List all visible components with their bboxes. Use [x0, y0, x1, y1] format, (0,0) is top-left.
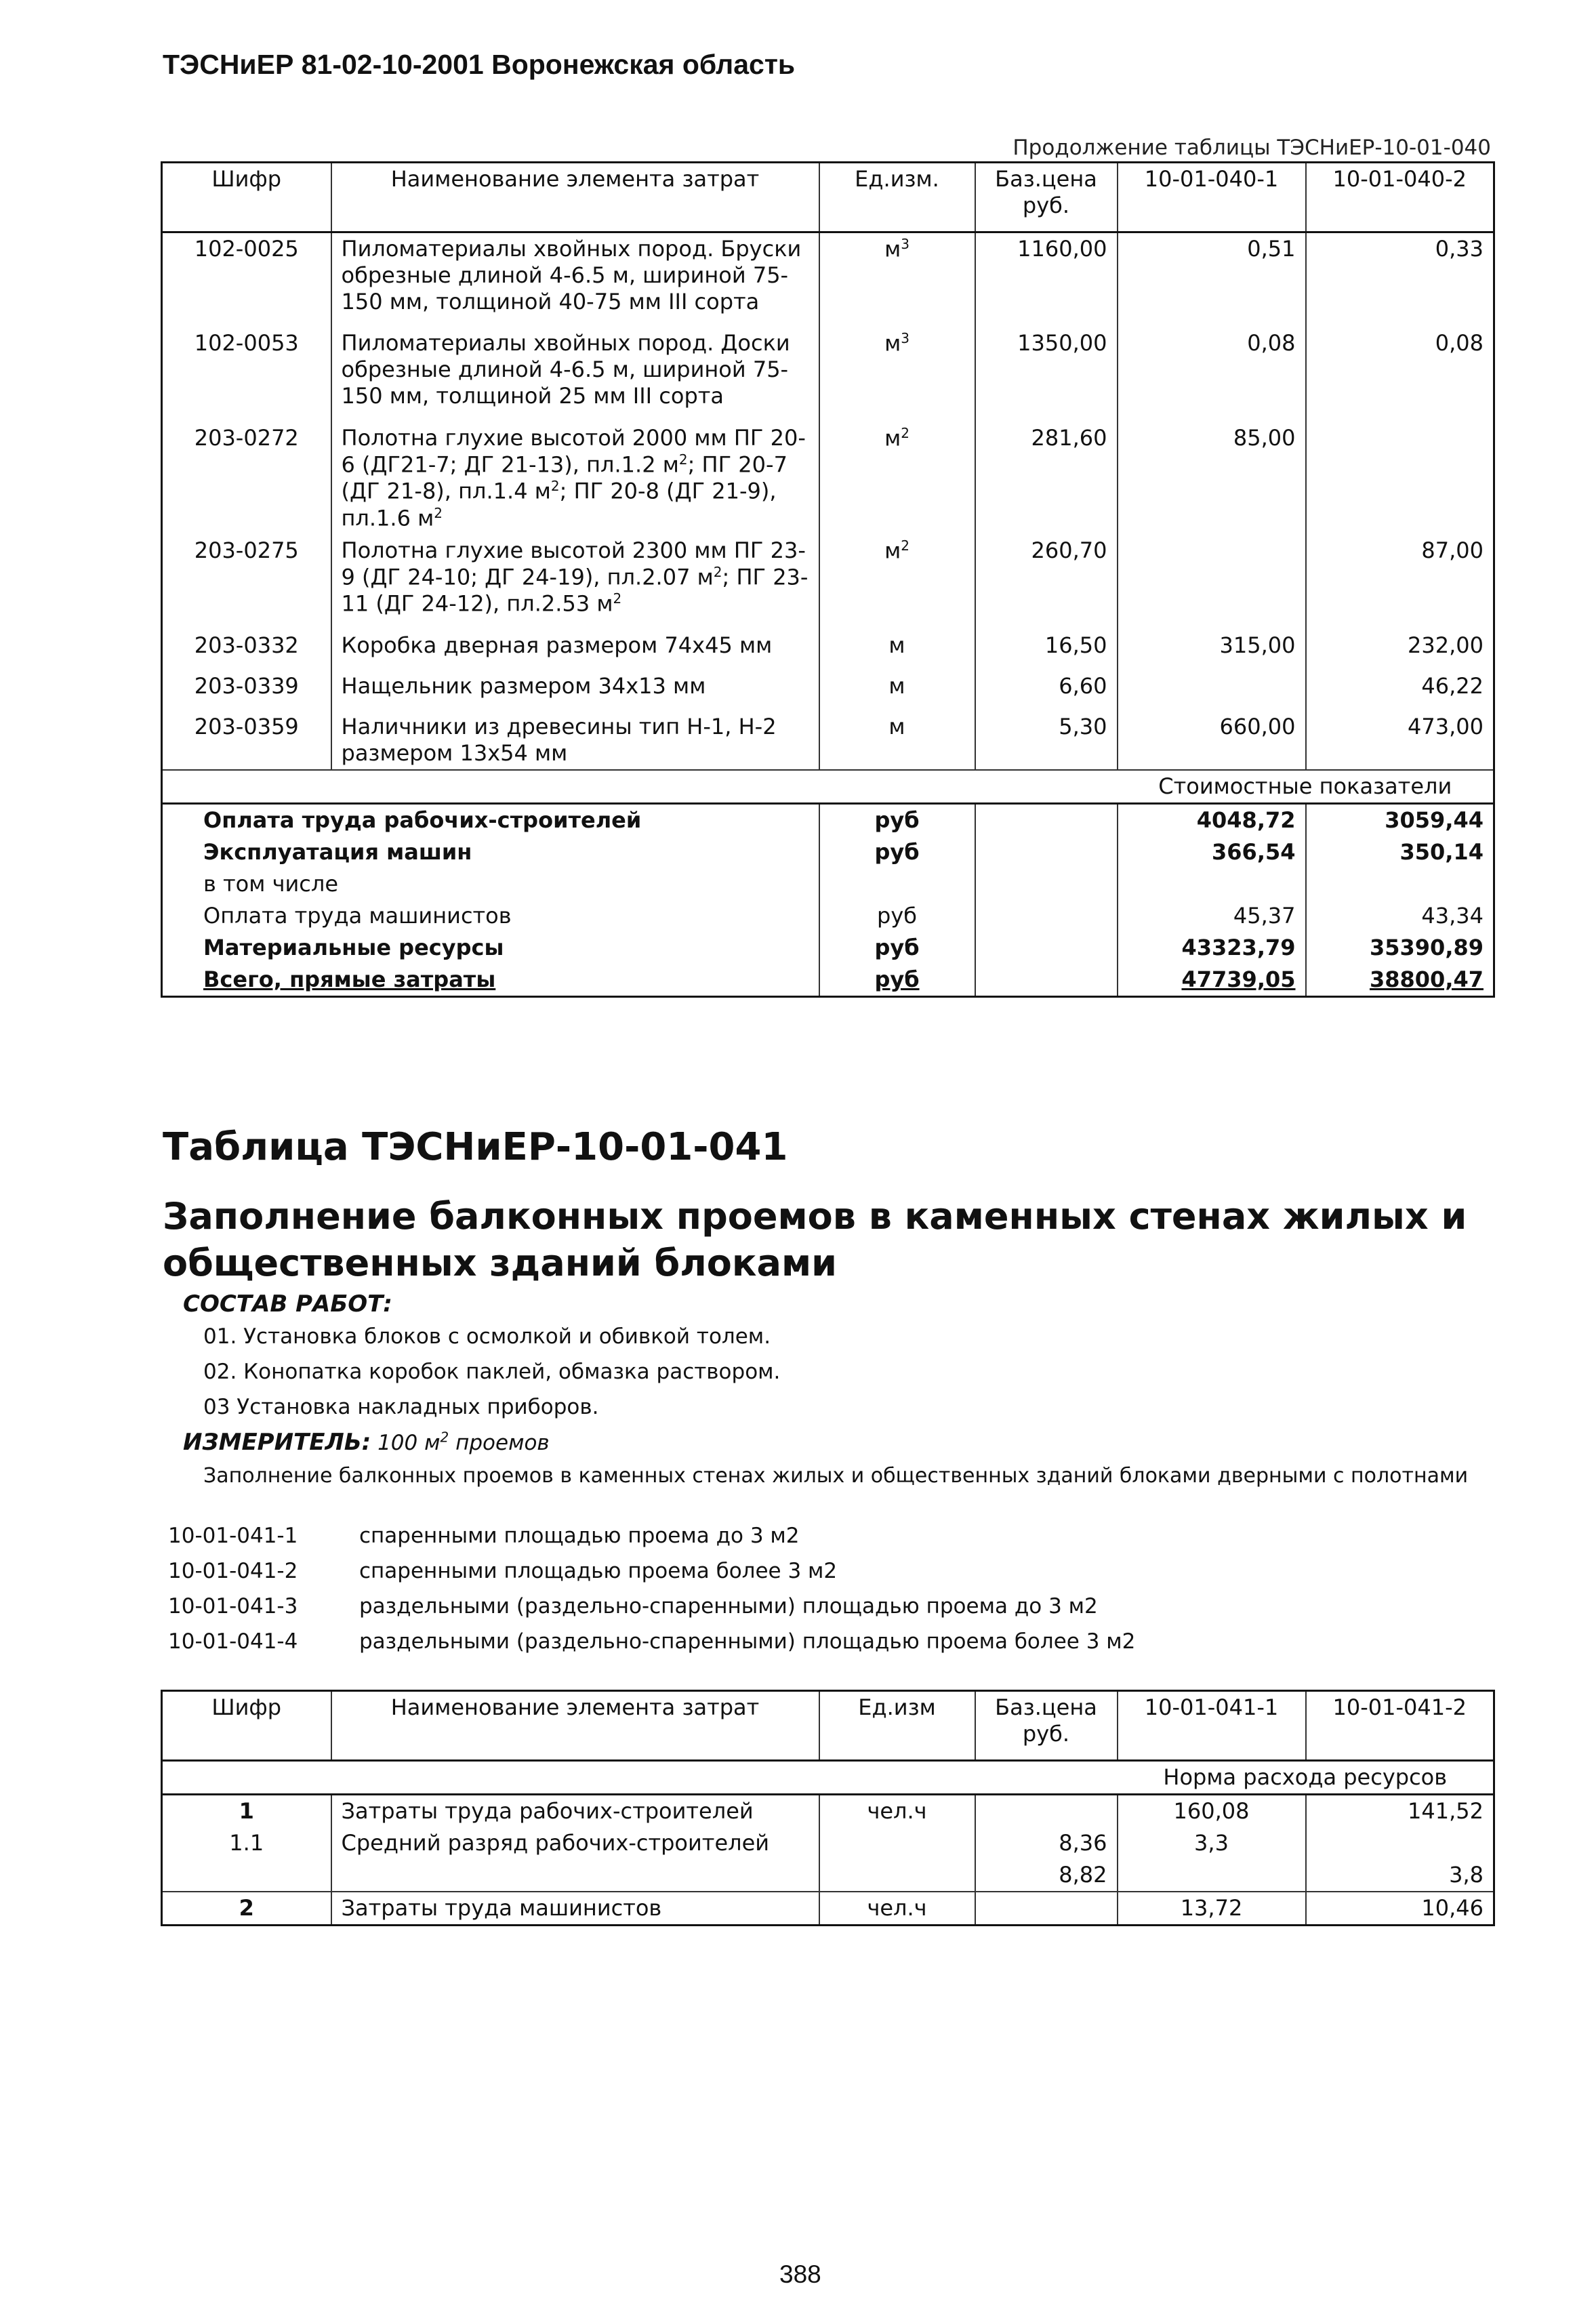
column-header: Баз.цена руб. [975, 1691, 1118, 1761]
summary-label: Оплата труда рабочих-строителей [203, 807, 642, 833]
cell-name: Полотна глухие высотой 2300 мм ПГ 23-9 (ДГ 24-10; ДГ 24-19), пл.2.07 $м^2$; ПГ 23-11 (ДГ 24-12), пл.2.53 $м^2$ [331, 535, 819, 630]
table-header-row [162, 163, 1494, 232]
cell-name: Наличники из древесины тип Н-1, Н-2 размером 13х54 мм [331, 711, 819, 770]
meter-value: 100 $м^2$ проемов [377, 1429, 550, 1455]
table-row [162, 1827, 1494, 1859]
cell-code: 2 [162, 1892, 331, 1926]
band-row [162, 1761, 1494, 1795]
cell-name: Пиломатериалы хвойных пород. Бруски обрезные длиной 4-6.5 м, шириной 75-150 мм, толщиной 40-75 мм III сорта [331, 232, 819, 327]
cell-price: 281,60 [975, 422, 1118, 535]
cell-unit: $м^2$ [819, 422, 975, 535]
cell-value-2: 141,52 [1306, 1795, 1494, 1828]
table-header-row [162, 1691, 1494, 1761]
summary-label: Эксплуатация машин [203, 838, 472, 865]
cell-value-2: 3,8 [1306, 1859, 1494, 1892]
cell-price: 8,36 [975, 1827, 1118, 1859]
summary-value-2: 350,14 [1306, 836, 1494, 868]
table-row [162, 1795, 1494, 1828]
cell-price [975, 1795, 1118, 1828]
section-title: Заполнение балконных проемов в каменных стенах жилых и общественных зданий блоками [163, 1195, 1467, 1285]
cell-unit [819, 1859, 975, 1892]
cell-unit: чел.ч [819, 1892, 975, 1926]
work-item: 03 Установка накладных приборов. [203, 1395, 599, 1419]
table-row [162, 327, 1494, 422]
summary-label: в том числе [203, 870, 338, 897]
cell-value-1: 13,72 [1118, 1892, 1306, 1926]
column-header: 10-01-040-2 [1306, 163, 1494, 232]
summary-unit: руб [819, 900, 975, 932]
table-row [162, 1892, 1494, 1926]
summary-value-1: 47739,05 [1118, 964, 1306, 997]
cell-price: 6,60 [975, 670, 1118, 711]
band-row [162, 770, 1494, 804]
band-label: Норма расхода ресурсов [1118, 1761, 1494, 1795]
cell-code: 203-0339 [194, 672, 299, 699]
cell-value-1: 315,00 [1118, 630, 1306, 670]
summary-blank [975, 803, 1118, 836]
item-text: спаренными площадью проема до 3 м2 [359, 1524, 800, 1548]
table-row [162, 422, 1494, 535]
cell-unit: $м^3$ [819, 232, 975, 327]
table-continuation-caption: Продолжение таблицы ТЭСНиЕР-10-01-040 [1012, 136, 1491, 160]
cell-unit: м [819, 630, 975, 670]
summary-row [162, 868, 1494, 900]
cell-code: 203-0275 [194, 537, 299, 563]
cell-code: 1.1 [229, 1830, 264, 1856]
summary-value-1 [1118, 868, 1306, 900]
summary-value-1: 366,54 [1118, 836, 1306, 868]
summary-label: Оплата труда машинистов [203, 902, 512, 929]
summary-blank [975, 964, 1118, 997]
cell-name: Пиломатериалы хвойных пород. Доски обрезные длиной 4-6.5 м, шириной 75-150 мм, толщиной 25 мм III сорта [331, 327, 819, 422]
work-item: 02. Конопатка коробок паклей, обмазка раствором. [203, 1360, 781, 1384]
cell-price: 5,30 [975, 711, 1118, 770]
cell-name: Полотна глухие высотой 2000 мм ПГ 20-6 (ДГ21-7; ДГ 21-13), пл.1.2 $м^2$; ПГ 20-7 (ДГ 21-8), пл.1.4 $м^2$; ПГ 20-8 (ДГ 21-9), пл.1.6 $м^2$ [331, 422, 819, 535]
item-code: 10-01-041-3 [168, 1594, 298, 1619]
cell-value-2: 0,33 [1306, 232, 1494, 327]
cell-name: Затраты труда рабочих-строителей [331, 1795, 819, 1828]
table-row [162, 670, 1494, 711]
summary-blank [975, 932, 1118, 964]
resource-norm-table-041 [161, 1690, 1495, 1926]
cell-value-2: 46,22 [1306, 670, 1494, 711]
summary-blank [975, 900, 1118, 932]
summary-unit: руб [819, 836, 975, 868]
cell-price: 16,50 [975, 630, 1118, 670]
summary-value-1: 45,37 [1118, 900, 1306, 932]
summary-value-2: 35390,89 [1306, 932, 1494, 964]
cell-value-2: 0,08 [1306, 327, 1494, 422]
cell-code: 203-0272 [194, 424, 299, 451]
cell-value-1: 660,00 [1118, 711, 1306, 770]
table-row [162, 1859, 1494, 1892]
cell-value-2: 232,00 [1306, 630, 1494, 670]
cell-name: Средний разряд рабочих-строителей [331, 1827, 819, 1859]
item-code: 10-01-041-4 [168, 1629, 298, 1654]
summary-row [162, 932, 1494, 964]
cell-value-1 [1118, 1859, 1306, 1892]
table-row [162, 232, 1494, 327]
summary-unit: руб [819, 932, 975, 964]
cell-name: Затраты труда машинистов [331, 1892, 819, 1926]
table-row [162, 630, 1494, 670]
summary-value-1: 4048,72 [1118, 803, 1306, 836]
cell-code: 102-0053 [194, 329, 299, 356]
document-header-title: ТЭСНиЕР 81-02-10-2001 Воронежская область [163, 49, 796, 80]
band-label: Стоимостные показатели [1118, 770, 1494, 804]
cell-code: 102-0025 [194, 236, 299, 262]
page-number: 388 [779, 2260, 821, 2288]
cell-value-1: 0,51 [1118, 232, 1306, 327]
column-header: 10-01-041-1 [1118, 1691, 1306, 1761]
summary-row [162, 900, 1494, 932]
cell-value-1: 3,3 [1118, 1827, 1306, 1859]
cell-code [162, 1859, 331, 1892]
summary-value-2: 38800,47 [1306, 964, 1494, 997]
column-header: Шифр [162, 1691, 331, 1761]
cell-value-2: 87,00 [1306, 535, 1494, 630]
meter-description: Заполнение балконных проемов в каменных стенах жилых и общественных зданий блоками дверными с полотнами [203, 1464, 1469, 1488]
item-code: 10-01-041-1 [168, 1524, 298, 1548]
column-header: Наименование элемента затрат [331, 163, 819, 232]
cell-price: 1160,00 [975, 232, 1118, 327]
cell-unit [819, 1827, 975, 1859]
column-header: Ед.изм [819, 1691, 975, 1761]
item-text: спаренными площадью проема более 3 м2 [359, 1559, 838, 1583]
cell-value-1: 85,00 [1118, 422, 1306, 535]
cell-value-2 [1306, 422, 1494, 535]
cell-name [331, 1859, 819, 1892]
cell-code: 203-0359 [194, 713, 299, 739]
summary-value-1: 43323,79 [1118, 932, 1306, 964]
summary-label: Материальные ресурсы [203, 934, 504, 960]
summary-unit [819, 868, 975, 900]
cost-table-040 [161, 161, 1495, 998]
cell-unit: м [819, 670, 975, 711]
cell-value-2: 10,46 [1306, 1892, 1494, 1926]
cell-value-2 [1306, 1827, 1494, 1859]
cell-value-1: 0,08 [1118, 327, 1306, 422]
cell-unit: м [819, 711, 975, 770]
cell-price: 260,70 [975, 535, 1118, 630]
summary-unit: руб [819, 803, 975, 836]
summary-blank [975, 836, 1118, 868]
cell-price: 8,82 [975, 1859, 1118, 1892]
cell-price: 1350,00 [975, 327, 1118, 422]
meter-line [183, 1429, 550, 1456]
cell-unit: $м^2$ [819, 535, 975, 630]
cell-value-1 [1118, 535, 1306, 630]
work-item: 01. Установка блоков с осмолкой и обивкой толем. [203, 1324, 771, 1349]
cell-name: Коробка дверная размером 74х45 мм [331, 630, 819, 670]
item-code: 10-01-041-2 [168, 1559, 298, 1583]
item-text: раздельными (раздельно-спаренными) площадью проема до 3 м2 [359, 1594, 1098, 1619]
cell-code: 1 [239, 1798, 254, 1825]
cell-name: Нащельник размером 34х13 мм [331, 670, 819, 711]
works-label: СОСТАВ РАБОТ: [183, 1290, 392, 1318]
column-header: 10-01-040-1 [1118, 163, 1306, 232]
meter-label: ИЗМЕРИТЕЛЬ: [183, 1429, 371, 1456]
column-header: Наименование элемента затрат [331, 1691, 819, 1761]
cell-code: 203-0332 [194, 632, 299, 658]
summary-unit: руб [819, 964, 975, 997]
summary-row [162, 803, 1494, 836]
column-header: 10-01-041-2 [1306, 1691, 1494, 1761]
cell-value-1 [1118, 670, 1306, 711]
item-text: раздельными (раздельно-спаренными) площадью проема более 3 м2 [359, 1629, 1136, 1654]
cell-value-2: 473,00 [1306, 711, 1494, 770]
summary-blank [975, 868, 1118, 900]
cell-value-1: 160,08 [1118, 1795, 1306, 1828]
table-row [162, 711, 1494, 770]
column-header: Шифр [162, 163, 331, 232]
summary-value-2: 43,34 [1306, 900, 1494, 932]
summary-label: Всего, прямые затраты [203, 966, 496, 992]
summary-value-2 [1306, 868, 1494, 900]
table-title: Таблица ТЭСНиЕР-10-01-041 [163, 1125, 788, 1169]
cell-price [975, 1892, 1118, 1926]
column-header: Баз.цена руб. [975, 163, 1118, 232]
summary-value-2: 3059,44 [1306, 803, 1494, 836]
summary-row [162, 836, 1494, 868]
cell-unit: чел.ч [819, 1795, 975, 1828]
summary-row [162, 964, 1494, 997]
cell-unit: $м^3$ [819, 327, 975, 422]
table-row [162, 535, 1494, 630]
column-header: Ед.изм. [819, 163, 975, 232]
